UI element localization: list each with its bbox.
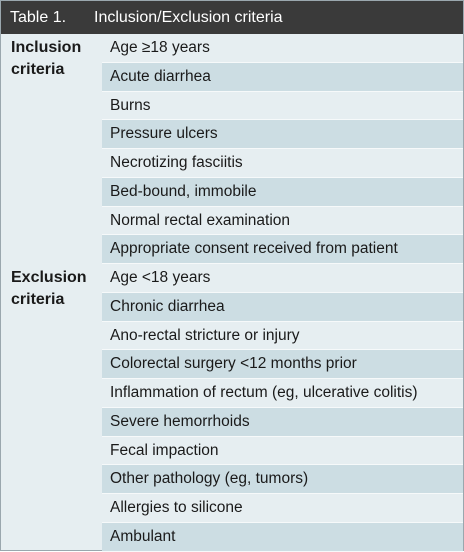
table-number: Table 1. (10, 9, 67, 26)
exclusion-item: Chronic diarrhea (102, 293, 463, 322)
exclusion-label-line1: Exclusion (11, 269, 87, 286)
exclusion-item: Severe hemorrhoids (102, 408, 463, 437)
inclusion-item: Age ≥18 years (102, 34, 463, 63)
inclusion-label-line1: Inclusion (11, 39, 82, 56)
inclusion-section-label (11, 37, 81, 81)
inclusion-item: Acute diarrhea (102, 63, 463, 92)
exclusion-section-label (11, 267, 87, 311)
exclusion-item: Ambulant (102, 523, 463, 552)
inclusion-item: Normal rectal examination (102, 207, 463, 236)
exclusion-item: Fecal impaction (102, 437, 463, 466)
criteria-rows (102, 34, 463, 552)
inclusion-label-line2: criteria (11, 61, 65, 78)
exclusion-item: Age <18 years (102, 264, 463, 293)
inclusion-item: Pressure ulcers (102, 120, 463, 149)
table-title: Inclusion/Exclusion criteria (94, 9, 283, 26)
inclusion-item: Appropriate consent received from patient (102, 235, 463, 264)
exclusion-item: Inflammation of rectum (eg, ulcerative colitis) (102, 379, 463, 408)
exclusion-item: Colorectal surgery <12 months prior (102, 350, 463, 379)
exclusion-item: Ano-rectal stricture or injury (102, 322, 463, 351)
inclusion-item: Necrotizing fasciitis (102, 149, 463, 178)
inclusion-item: Bed-bound, immobile (102, 178, 463, 207)
exclusion-item: Other pathology (eg, tumors) (102, 465, 463, 494)
inclusion-item: Burns (102, 92, 463, 121)
exclusion-item: Allergies to silicone (102, 494, 463, 523)
table-caption (1, 1, 463, 34)
exclusion-label-line2: criteria (11, 291, 65, 308)
